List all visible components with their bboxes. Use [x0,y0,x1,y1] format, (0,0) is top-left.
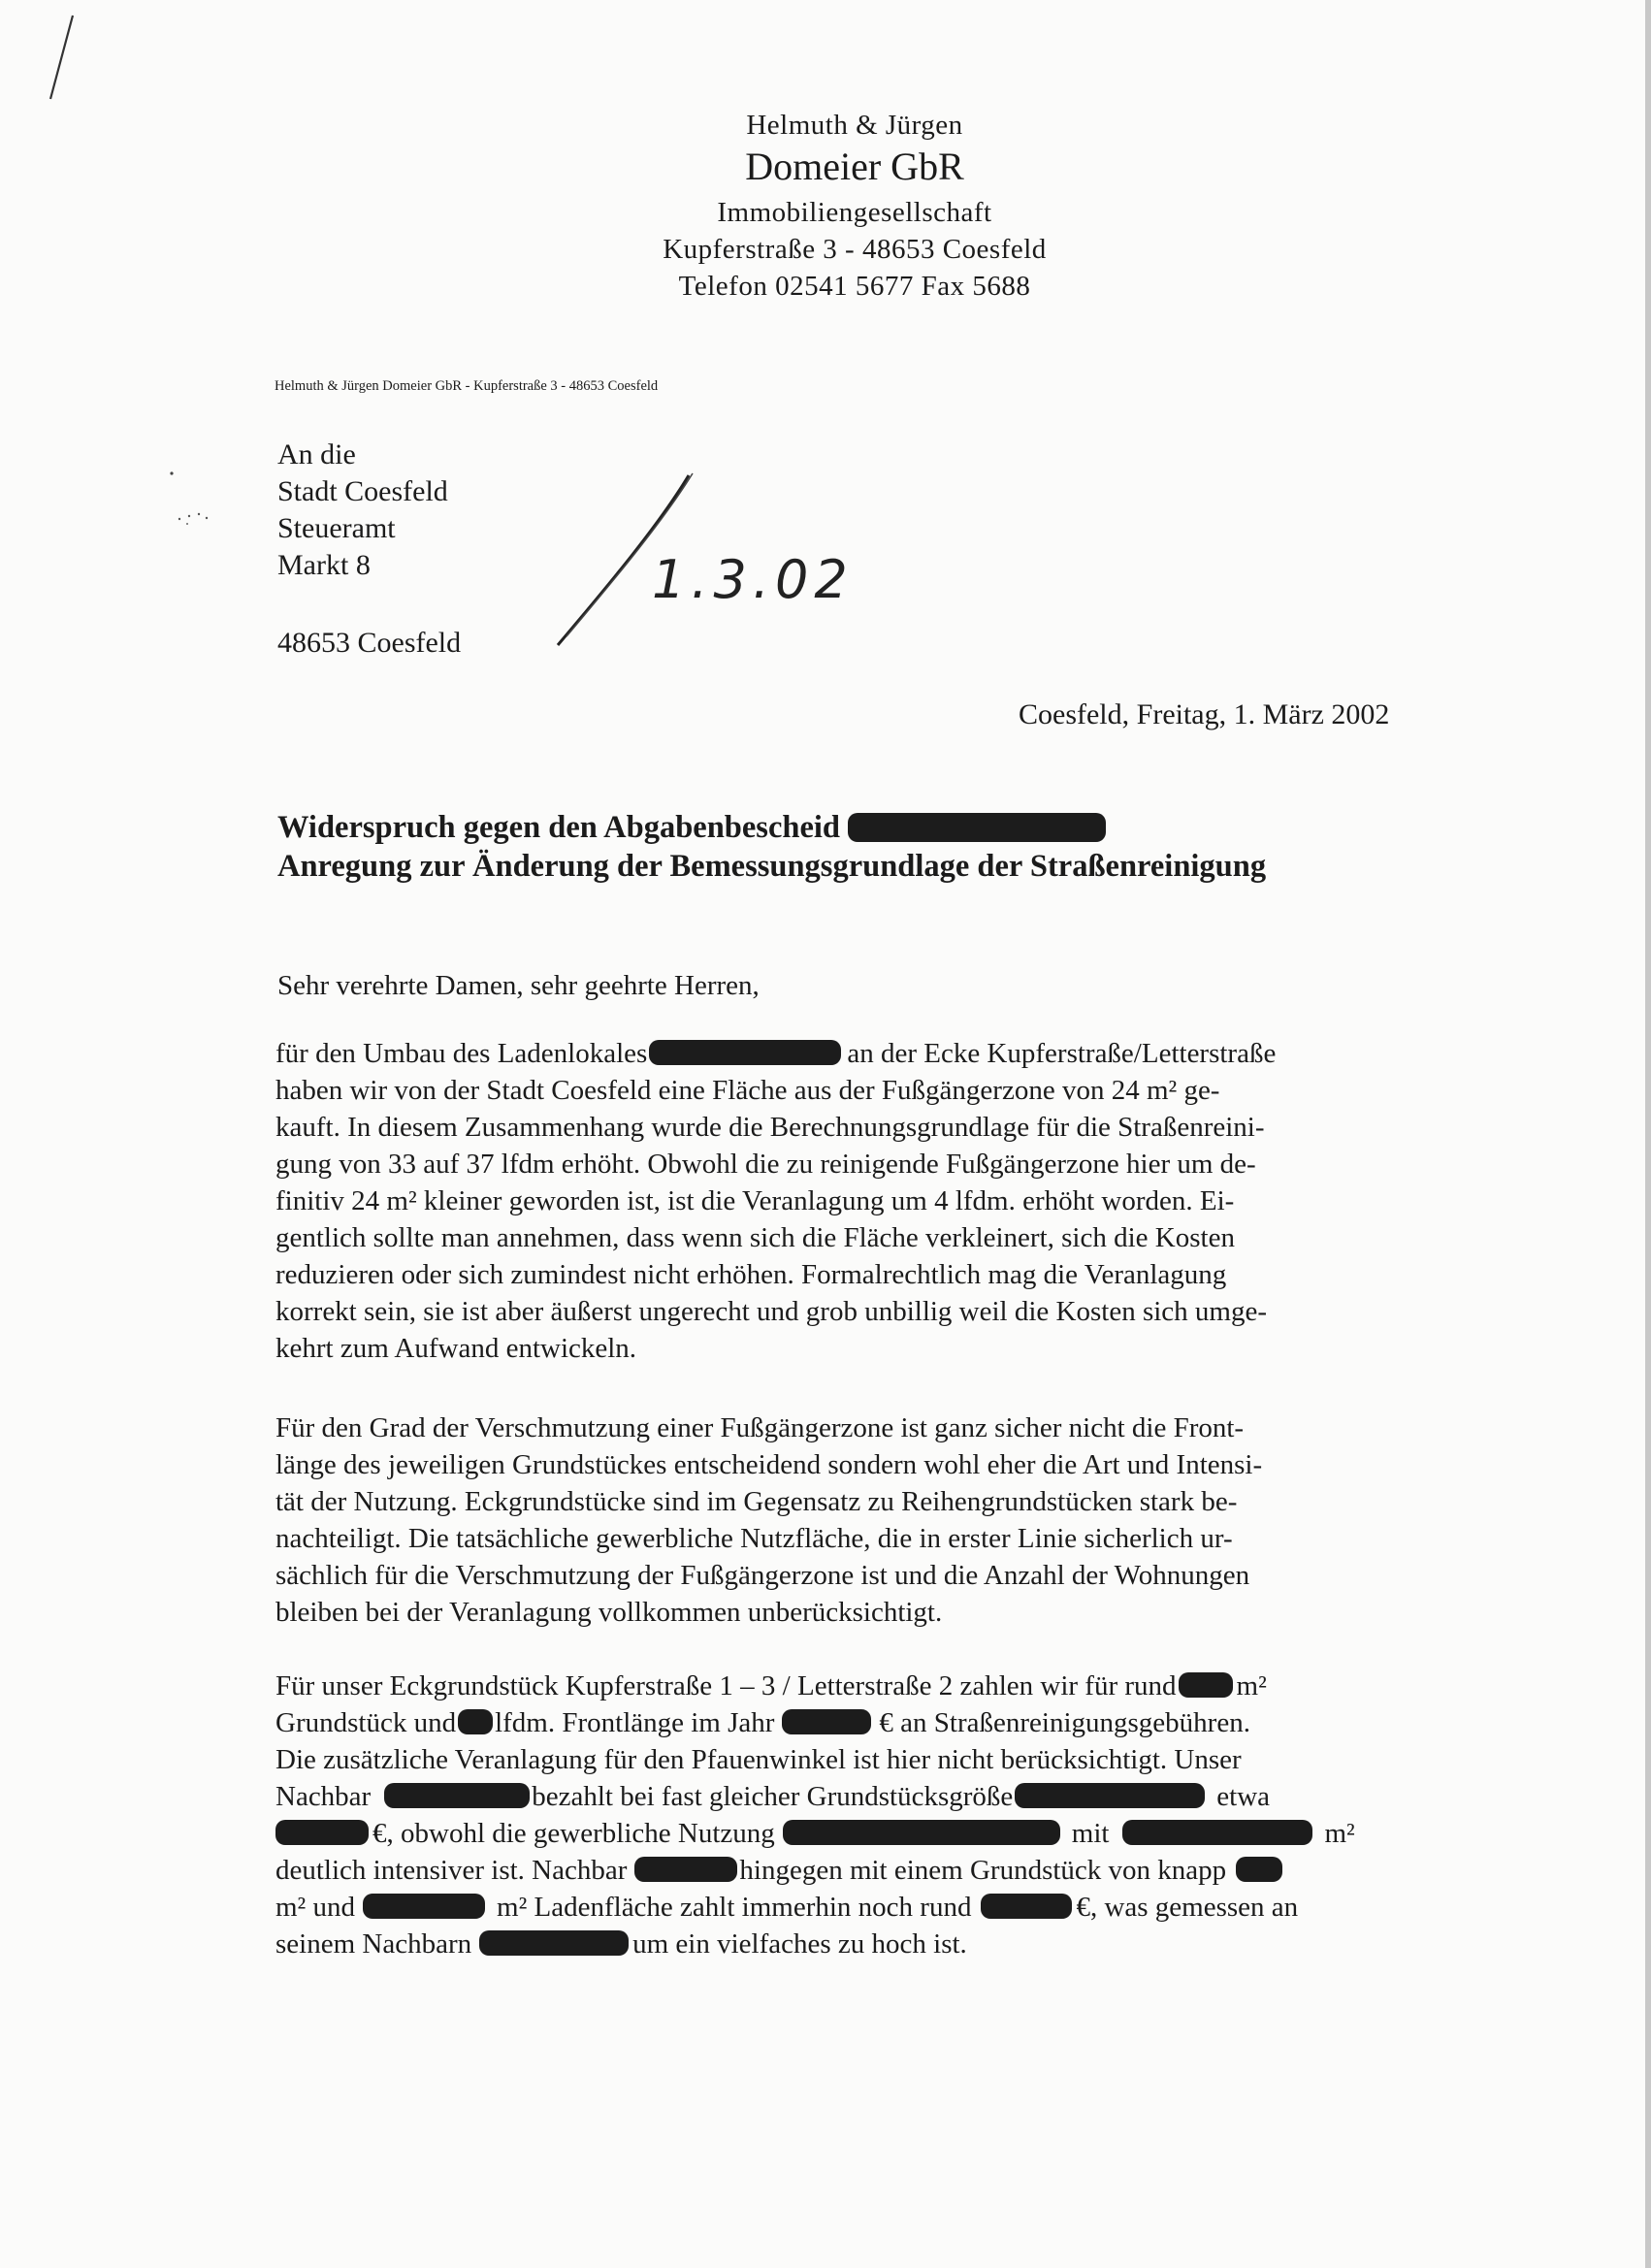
redaction [1179,1672,1233,1698]
redaction [363,1894,485,1919]
redaction [634,1857,737,1882]
redaction [1236,1857,1282,1882]
redaction [479,1930,629,1956]
handwritten-date: 1.3.02 [652,549,854,610]
redaction [458,1709,493,1734]
p1-line-2: haben wir von der Stadt Coesfeld eine Fläche aus der Fußgängerzone von 24 m² ge- [275,1075,1220,1106]
pen-stroke-corner [39,10,87,107]
scan-edge [1645,0,1651,2268]
p2-line-3: tät der Nutzung. Eckgrundstücke sind im Gegensatz zu Reihengrundstücken stark be- [275,1486,1238,1517]
recipient-line-2: Stadt Coesfeld [277,475,448,507]
subject-text-1: Widerspruch gegen den Abgabenbescheid [277,810,840,845]
letterhead-address: Kupferstraße 3 - 48653 Coesfeld [663,234,1047,265]
sender-line: Helmuth & Jürgen Domeier GbR - Kupferstraße 3 - 48653 Coesfeld [275,378,659,394]
letterhead-type: Immobiliengesellschaft [717,197,992,228]
p3-line-7: m² und m² Ladenfläche zahlt immerhin noch rund €, was gemessen an [275,1892,1299,1923]
p2-line-1: Für den Grad der Verschmutzung einer Fußgängerzone ist ganz sicher nicht die Front- [275,1412,1245,1443]
redaction [981,1894,1072,1919]
p1-line-6: gentlich sollte man annehmen, dass wenn sich die Fläche verkleinert, sich die Kosten [275,1222,1235,1253]
p3-line-2: Grundstück und lfdm. Frontlänge im Jahr € an Straßenreinigungsgebühren. [275,1707,1250,1738]
p3-line-8: seinem Nachbarn um ein vielfaches zu hoch ist. [275,1928,967,1960]
p1-line-4: gung von 33 auf 37 lfdm erhöht. Obwohl die zu reinigende Fußgängerzone hier um de- [275,1149,1256,1180]
p1-line-5: finitiv 24 m² kleiner geworden ist, ist die Veranlagung um 4 lfdm. erhöht worden. Ei- [275,1185,1235,1216]
p3-line-6: deutlich intensiver ist. Nachbar hingegen mit einem Grundstück von knapp [275,1855,1282,1887]
redaction [783,1820,1060,1845]
recipient-line-4: Markt 8 [277,549,371,581]
p1-line-8: korrekt sein, sie ist aber äußerst ungerecht und grob unbillig weil die Kosten sich umge- [275,1296,1267,1327]
redaction [384,1783,530,1808]
p1-line-9: kehrt zum Aufwand entwickeln. [275,1333,637,1364]
p3-line-3: Die zusätzliche Veranlagung für den Pfauenwinkel ist hier nicht berücksichtigt. Unser [275,1744,1242,1775]
subject-line-1 [277,808,1266,847]
redaction [1015,1783,1205,1808]
p2-line-4: nachteiligt. Die tatsächliche gewerbliche Nutzfläche, die in erster Linie sicherlich ur- [275,1523,1233,1554]
redaction [275,1820,369,1845]
p1-line-1: für den Umbau des Ladenlokales an der Ecke Kupferstraße/Letterstraße [275,1038,1277,1069]
p1-line-7: reduzieren oder sich zumindest nicht erhöhen. Formalrechtlich mag die Veranlagung [275,1259,1227,1290]
redaction [848,813,1106,842]
recipient-line-3: Steueramt [277,512,396,544]
redaction [782,1709,871,1734]
p2-line-6: bleiben bei der Veranlagung vollkommen unberücksichtigt. [275,1597,943,1628]
margin-specks [160,466,228,543]
subject [277,808,1266,886]
letter-date: Coesfeld, Freitag, 1. März 2002 [1019,698,1390,730]
letterhead-phone: Telefon 02541 5677 Fax 5688 [678,271,1031,302]
p2-line-5: sächlich für die Verschmutzung der Fußgängerzone ist und die Anzahl der Wohnungen [275,1560,1250,1591]
p3-line-4: Nachbar bezahlt bei fast gleicher Grundstücksgröße etwa [275,1781,1271,1812]
recipient-city: 48653 Coesfeld [277,627,462,659]
redaction [649,1040,841,1065]
recipient-line-1: An die [277,438,356,470]
subject-line-2: Anregung zur Änderung der Bemessungsgrundlage der Straßenreinigung [277,849,1267,884]
p3-line-5: €, obwohl die gewerbliche Nutzung mit m² [275,1818,1355,1850]
p1-line-3: kauft. In diesem Zusammenhang wurde die Berechnungsgrundlage für die Straßenreini- [275,1112,1265,1143]
redaction [1122,1820,1312,1845]
letterhead-owners: Helmuth & Jürgen [746,110,963,141]
p2-line-2: länge des jeweiligen Grundstückes entscheidend sondern wohl eher die Art und Intensi- [275,1449,1263,1480]
salutation: Sehr verehrte Damen, sehr geehrte Herren, [277,970,760,1001]
letterhead-company: Domeier GbR [745,145,964,188]
p3-line-1: Für unser Eckgrundstück Kupferstraße 1 – 3 / Letterstraße 2 zahlen wir für rund m² [275,1670,1267,1701]
